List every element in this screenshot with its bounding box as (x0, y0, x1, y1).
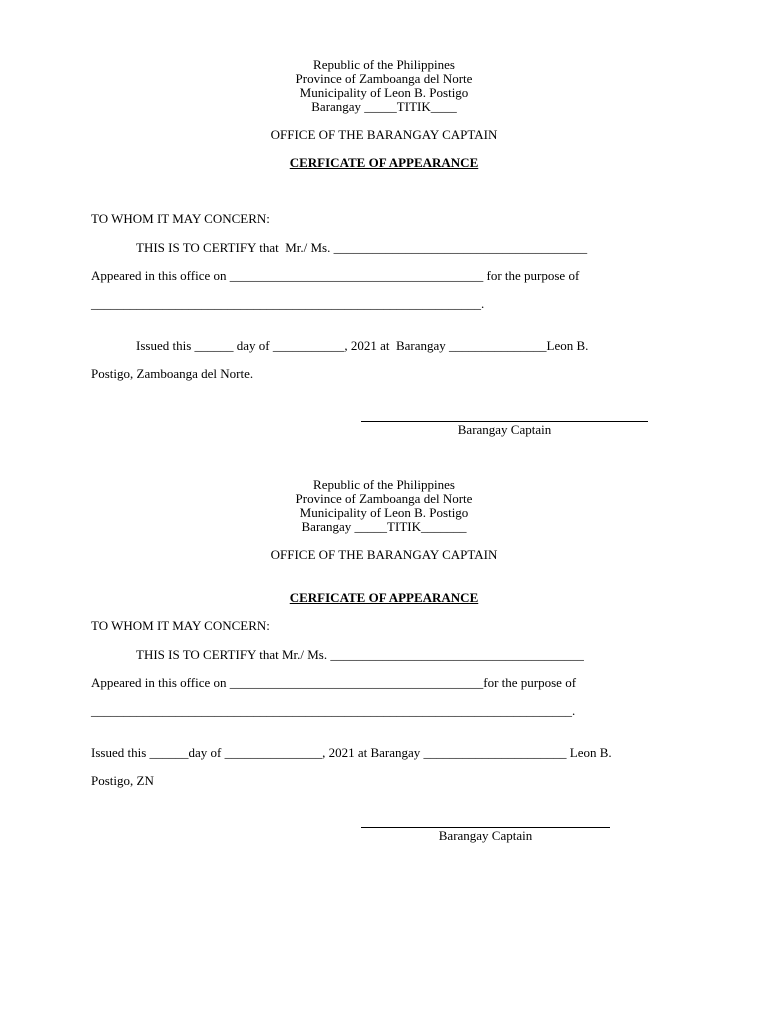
certificate-title: CERFICATE OF APPEARANCE (289, 590, 479, 605)
header-municipality: Municipality of Leon B. Postigo (299, 505, 469, 520)
header-municipality: Municipality of Leon B. Postigo (299, 85, 469, 100)
issued-line: Issued this ______ day of ___________, 2021 at Barangay _______________Leon B. (136, 338, 589, 353)
header-barangay: Barangay _____TITIK____ (311, 99, 457, 114)
header-province: Province of Zamboanga del Norte (295, 71, 473, 86)
header-republic: Republic of the Philippines (313, 57, 455, 72)
office-title: OFFICE OF THE BARANGAY CAPTAIN (270, 547, 498, 562)
certify-line: THIS IS TO CERTIFY that Mr./ Ms. _______________________________________ (136, 647, 584, 662)
certify-line: THIS IS TO CERTIFY that Mr./ Ms. _______________________________________ (136, 240, 588, 255)
purpose-line: ____________________________________________________________. (91, 296, 485, 311)
signatory-label: Barangay Captain (457, 422, 552, 437)
issued-location: Postigo, ZN (91, 773, 154, 788)
appeared-line: Appeared in this office on _______________________________________for the purpose of (91, 675, 577, 690)
issued-line: Issued this ______day of _______________, 2021 at Barangay ______________________ Leon B. (91, 745, 612, 760)
signatory-label: Barangay Captain (438, 828, 533, 843)
salutation: TO WHOM IT MAY CONCERN: (91, 211, 270, 226)
header-province: Province of Zamboanga del Norte (295, 491, 473, 506)
office-title: OFFICE OF THE BARANGAY CAPTAIN (270, 127, 498, 142)
header-barangay: Barangay _____TITIK_______ (301, 519, 467, 534)
certificate-title: CERFICATE OF APPEARANCE (289, 155, 479, 170)
salutation: TO WHOM IT MAY CONCERN: (91, 618, 270, 633)
issued-location: Postigo, Zamboanga del Norte. (91, 366, 254, 381)
purpose-line: __________________________________________________________________________. (91, 703, 576, 718)
appeared-line: Appeared in this office on _______________________________________ for the purpose of (91, 268, 580, 283)
header-republic: Republic of the Philippines (313, 477, 455, 492)
